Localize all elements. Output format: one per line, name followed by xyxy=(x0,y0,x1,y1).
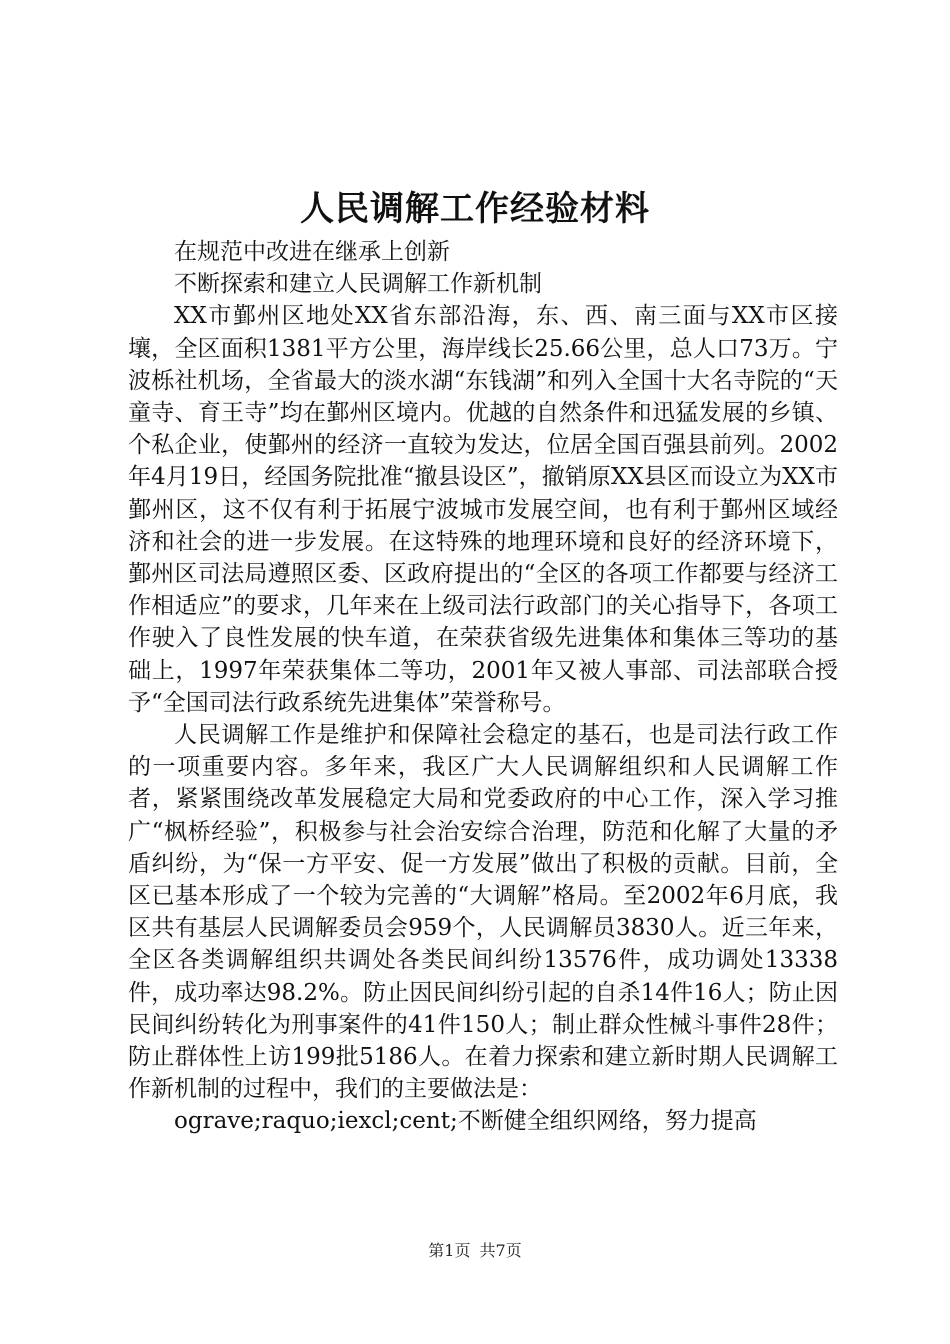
paragraph-section-start: ograve;raquo;iexcl;cent;不断健全组织网络，努力提高 xyxy=(174,1108,757,1135)
document-title: 人民调解工作经验材料 xyxy=(300,189,650,229)
page-number: 第1页 xyxy=(428,1241,471,1260)
page-total: 共7页 xyxy=(479,1241,522,1260)
subtitle-line-2: 不断探索和建立人民调解工作新机制 xyxy=(174,271,542,298)
paragraph-mediation: 人民调解工作是维护和保障社会稳定的基石，也是司法行政工作的一项重要内容。多年来，我区广大人民调解组织和人民调解工作者，紧紧围绕改革发展稳定大局和党委政府的中心工作，深入学习推广“枫桥经验”，积极参与社会治安综合治理，防范和化解了大量的矛盾纠纷，为“保一方平安、促一方发展”做出了积极的贡献。目前，全区已基本形成了一个较为完善的“大调解”格局。至2002年6月底，我区共有基层人民调解委员会959个，人民调解员3830人。近三年来，全区各类调解组织共调处各类民间纠纷13576件，成功调处13338件，成功率达98.2%。防止因民间纠纷引起的自杀14件16人；防止因民间纠纷转化为刑事案件的41件150人；制止群众性械斗事件28件；防止群体性上访199批5186人。在着力探索和建立新时期人民调解工作新机制的过程中，我们的主要做法是： xyxy=(128,722,838,1103)
subtitle-line-1: 在规范中改进在继承上创新 xyxy=(174,239,450,265)
paragraph-intro: XX市鄞州区地处XX省东部沿海，东、西、南三面与XX市区接壤，全区面积1381平方公里，海岸线长25.66公里，总人口73万。宁波栎社机场，全省最大的淡水湖“东钱湖”和列入全国十大名寺院的“天童寺、育王寺”均在鄞州区境内。优越的自然条件和迅猛发展的乡镇、个私企业，使鄞州的经济一直较为发达，位居全国百强县前列。2002年4月19日，经国务院批准“撤县设区”，撤销原XX县区而设立为XX市鄞州区，这不仅有利于拓展宁波城市发展空间，也有利于鄞州区域经济和社会的进一步发展。在这特殊的地理环境和良好的经济环境下，鄞州区司法局遵照区委、区政府提出的“全区的各项工作都要与经济工作相适应”的要求，几年来在上级司法行政部门的关心指导下，各项工作驶入了良性发展的快车道，在荣获省级先进集体和集体三等功的基础上，1997年荣获集体二等功，2001年又被人事部、司法部联合授予“全国司法行政系统先进集体”荣誉称号。 xyxy=(128,303,838,716)
document-body xyxy=(128,236,838,1138)
page-footer xyxy=(0,1240,950,1262)
